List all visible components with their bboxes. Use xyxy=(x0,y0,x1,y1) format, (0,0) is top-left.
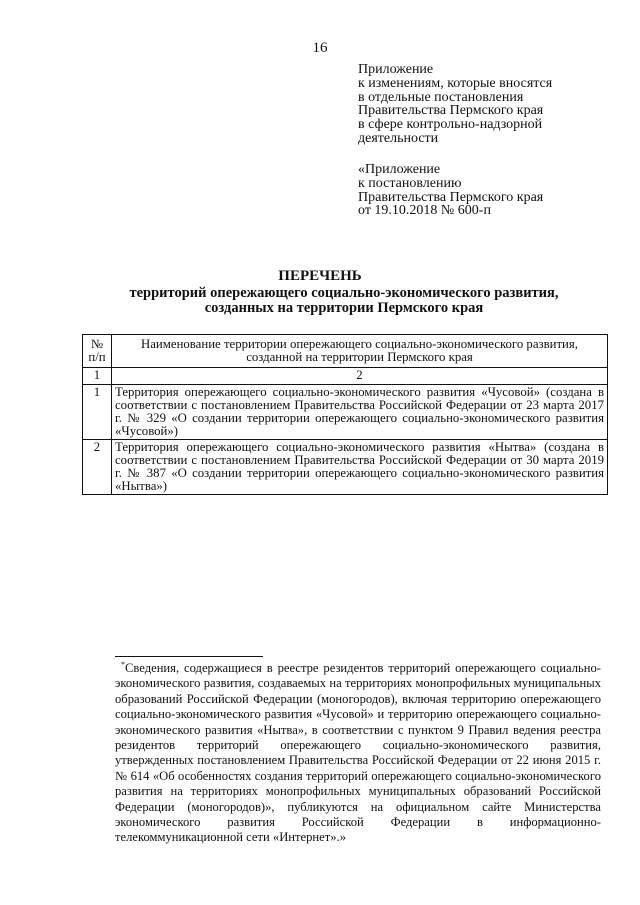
appendix-line: к изменениям, которые вносятся xyxy=(358,75,553,91)
appendix-block xyxy=(358,63,628,146)
header-name: Наименование территории опережающего социально-экономического развития, созданной на территории Пермского края xyxy=(112,335,608,368)
territories-table xyxy=(82,334,608,495)
appendix-line: в сфере контрольно-надзорной xyxy=(358,117,543,133)
table-row xyxy=(83,440,608,495)
column-number: 1 xyxy=(83,368,112,385)
appendix-line: Правительства Пермского края xyxy=(358,103,544,119)
header-num: № п/п xyxy=(83,335,112,368)
footnote-text: Сведения, содержащиеся в реестре резидентов территорий опережающего социально-экономического развития, создаваемых на территориях монопрофильных муниципальных образований Российской Федерации (моногородов), включая территорию опережающего социально-экономического развития «Чусовой» и территорию опережающего социально-экономического развития «Нытва», в соответствии с пунктом 9 Правил ведения реестра резидентов территорий опережающего социально-экономического развития, утвержденных постановлением Правительства Российской Федерации от 22 июня 2015 г. № 614 «Об особенностях создания территорий опережающего социально-экономического развития на территориях монопрофильных муниципальных образований Российской Федерации (моногородов)», публикуются на официальном сайте Министерства экономического развития Российской Федерации в информационно-телекоммуникационной сети «Интернет».» xyxy=(115,661,601,845)
footnote-separator xyxy=(115,656,263,657)
footnote-marker: * xyxy=(121,659,125,669)
appendix2-line: Правительства Пермского края xyxy=(358,189,544,205)
appendix-block-2 xyxy=(358,163,628,218)
row-description: Территория опережающего социально-экономического развития «Нытва» (создана в соответствии с постановлением Правительства Российской Федерации от 30 марта 2019 г. № 387 «О создании территории опережающего социально-экономического развития «Нытва») xyxy=(112,440,608,495)
table-row xyxy=(83,385,608,440)
appendix2-line: «Приложение xyxy=(358,162,441,177)
appendix-line: деятельности xyxy=(358,130,439,146)
appendix-line: Приложение xyxy=(358,62,434,77)
appendix2-line: к постановлению xyxy=(358,175,462,191)
table-header-row xyxy=(83,335,608,368)
row-description: Территория опережающего социально-экономического развития «Чусовой» (создана в соответствии с постановлением Правительства Российской Федерации от 23 марта 2017 г. № 329 «О создании территории опережающего социально-экономического развития «Чусовой») xyxy=(112,385,608,440)
column-number: 2 xyxy=(112,368,608,385)
document-subtitle: территорий опережающего социально-экономического развития, созданных на территории Пермского края xyxy=(129,285,559,316)
appendix-line: в отдельные постановления xyxy=(358,89,524,105)
row-number: 2 xyxy=(83,440,112,495)
row-number: 1 xyxy=(83,385,112,440)
page-number: 16 xyxy=(312,40,328,56)
footnote xyxy=(115,661,601,846)
document-title: ПЕРЕЧЕНЬ xyxy=(278,268,362,284)
appendix2-line: от 19.10.2018 № 600-п xyxy=(358,203,491,219)
column-numbers-row xyxy=(83,368,608,385)
